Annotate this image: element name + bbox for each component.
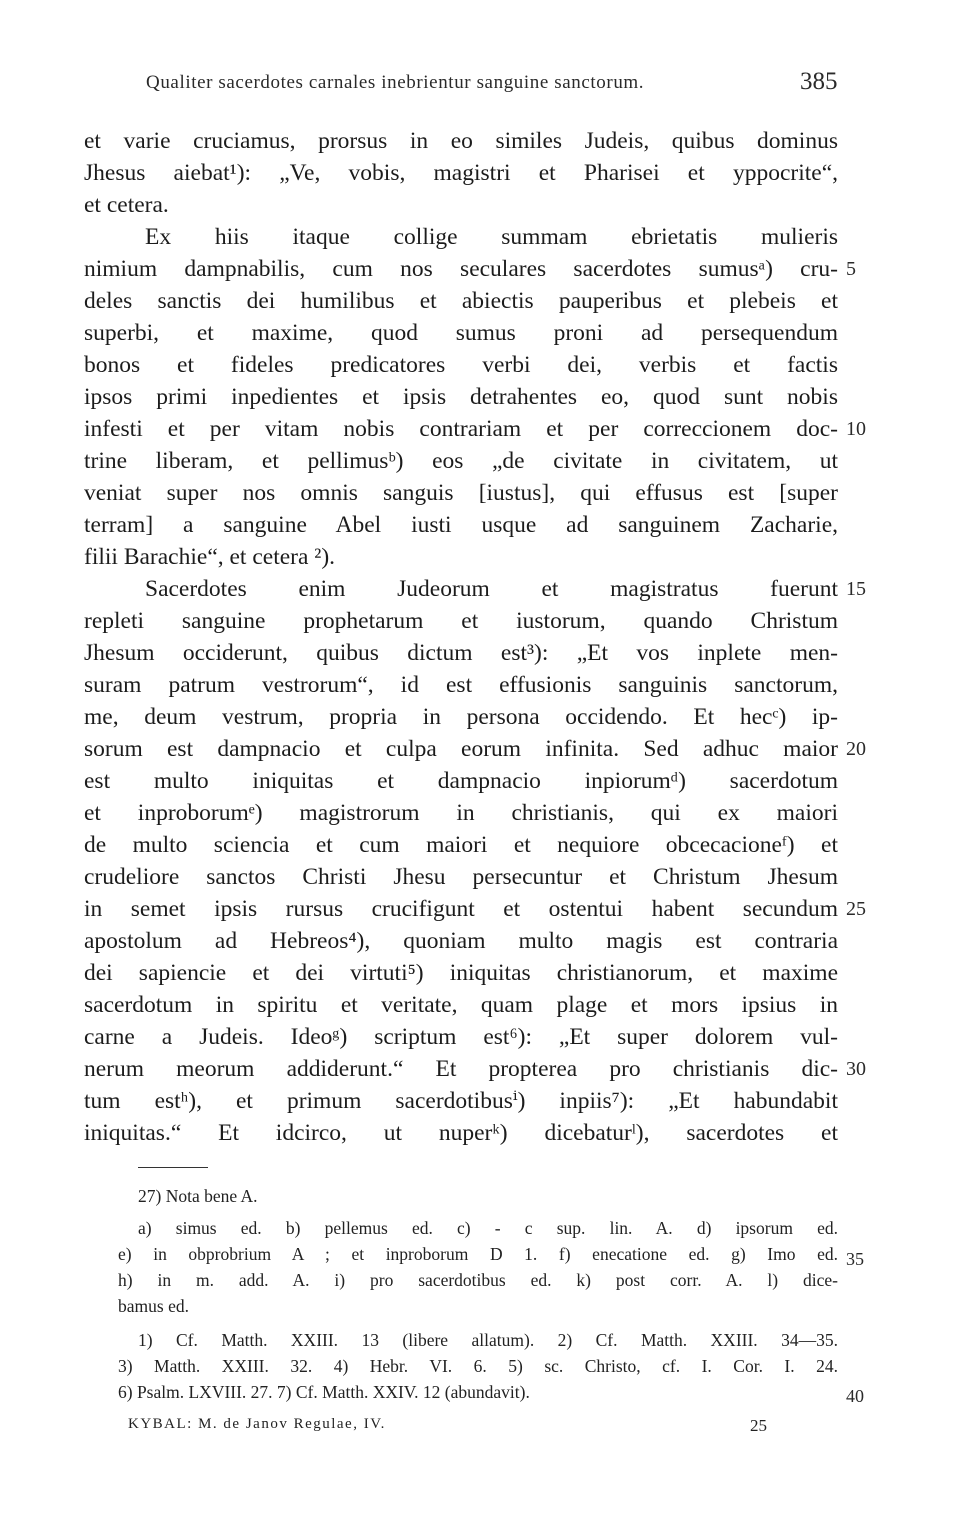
line-number: 10: [846, 418, 866, 440]
text-line: ipsos primi inpedientes et ipsis detrahentes eo, quod sunt nobis: [84, 384, 838, 410]
page-number: 385: [800, 68, 838, 95]
text-line: tum estʰ), et primum sacerdotibusⁱ) inpiis⁷): „Et habundabit: [84, 1088, 838, 1114]
text-line: suram patrum vestrorum“, id est effusionis sanguinis sanctorum,: [84, 672, 838, 698]
critical-note: bamus ed.: [118, 1296, 189, 1316]
source-note: 1) Cf. Matth. XXIII. 13 (libere allatum). 2) Cf. Matth. XXIII. 34—35.: [138, 1330, 838, 1350]
critical-note: a) simus ed. b) pellemus ed. c) - c sup. lin. A. d) ipsorum ed.: [138, 1218, 838, 1238]
source-note: 3) Matth. XXIII. 32. 4) Hebr. VI. 6. 5) sc. Christo, cf. I. Cor. I. 24.: [118, 1356, 838, 1376]
footnote-line-number: 40: [846, 1386, 864, 1406]
text-line: bonos et fideles predicatores verbi dei, verbis et factis: [84, 352, 838, 378]
footnote-separator-rule: [138, 1167, 208, 1168]
text-line: et varie cruciamus, prorsus in eo similes Judeis, quibus dominus: [84, 128, 838, 154]
signature-number: 25: [750, 1416, 767, 1435]
text-line: veniat super nos omnis sanguis [iustus], qui effusus est [super: [84, 480, 838, 506]
text-line: terram] a sanguine Abel iusti usque ad sanguinem Zacharie,: [84, 512, 838, 538]
text-line: Sacerdotes enim Judeorum et magistratus fuerunt: [145, 576, 838, 602]
text-line: nerum meorum addiderunt.“ Et propterea pro christianis dic-: [84, 1056, 838, 1082]
running-title: Qualiter sacerdotes carnales inebrientur sanguine sanctorum.: [146, 72, 645, 93]
text-line: sorum est dampnacio et culpa eorum infinita. Sed adhuc maior: [84, 736, 838, 762]
text-line: et cetera.: [84, 192, 169, 218]
text-line: et inproborumᵉ) magistrorum in christianis, qui ex maiori: [84, 800, 838, 826]
text-line: sacerdotum in spiritu et veritate, quam plage et mors ipsius in: [84, 992, 838, 1018]
text-line: apostolum ad Hebreos⁴), quoniam multo magis est contraria: [84, 928, 838, 954]
text-line: repleti sanguine prophetarum et iustorum, quando Christum: [84, 608, 838, 634]
text-line: infesti et per vitam nobis contrariam et per correccionem doc-: [84, 416, 838, 442]
text-line: crudeliore sanctos Christi Jhesu persecuntur et Christum Jhesum: [84, 864, 838, 890]
signature-mark: KYBAL: M. de Janov Regulae, IV.: [128, 1416, 386, 1432]
source-note: 6) Psalm. LXVIII. 27. 7) Cf. Matth. XXIV. 12 (abundavit).: [118, 1382, 530, 1402]
text-line: de multo sciencia et cum maiori et nequiore obcecacioneᶠ) et: [84, 832, 838, 858]
footnote-line-number: 35: [846, 1249, 864, 1269]
footnote-27: 27) Nota bene A.: [138, 1186, 258, 1206]
line-number: 30: [846, 1058, 866, 1080]
line-number: 25: [846, 898, 866, 920]
text-line: carne a Judeis. Ideoᵍ) scriptum est⁶): „Et super dolorem vul-: [84, 1024, 838, 1050]
line-number: 15: [846, 578, 866, 600]
text-line: trine liberam, et pellimusᵇ) eos „de civitate in civitatem, ut: [84, 448, 838, 474]
text-line: Jhesum occiderunt, quibus dictum est³): „Et vos inplete men-: [84, 640, 838, 666]
text-line: Jhesus aiebat¹): „Ve, vobis, magistri et Pharisei et yppocrite“,: [84, 160, 838, 186]
critical-note: e) in obprobrium A ; et inproborum D 1. f) enecatione ed. g) Imo ed.: [118, 1244, 838, 1264]
text-line: Ex hiis itaque collige summam ebrietatis mulieris: [145, 224, 838, 250]
text-line: filii Barachie“, et cetera ²).: [84, 544, 336, 570]
critical-note: h) in m. add. A. i) pro sacerdotibus ed. k) post corr. A. l) dice-: [118, 1270, 838, 1290]
text-line: in semet ipsis rursus crucifigunt et ostentui habent secundum: [84, 896, 838, 922]
text-line: dei sapiencie et dei virtuti⁵) iniquitas christianorum, et maxime: [84, 960, 838, 986]
line-number: 5: [846, 258, 856, 280]
line-number: 20: [846, 738, 866, 760]
text-line: iniquitas.“ Et idcirco, ut nuperᵏ) dicebaturˡ), sacerdotes et: [84, 1120, 838, 1146]
text-line: est multo iniquitas et dampnacio inpiorumᵈ) sacerdotum: [84, 768, 838, 794]
text-line: me, deum vestrum, propria in persona occidendo. Et hecᶜ) ip-: [84, 704, 838, 730]
text-line: nimium dampnabilis, cum nos seculares sacerdotes sumusᵃ) cru-: [84, 256, 838, 282]
text-line: deles sanctis dei humilibus et abiectis pauperibus et plebeis et: [84, 288, 838, 314]
text-line: superbi, et maxime, quod sumus proni ad persequendum: [84, 320, 838, 346]
